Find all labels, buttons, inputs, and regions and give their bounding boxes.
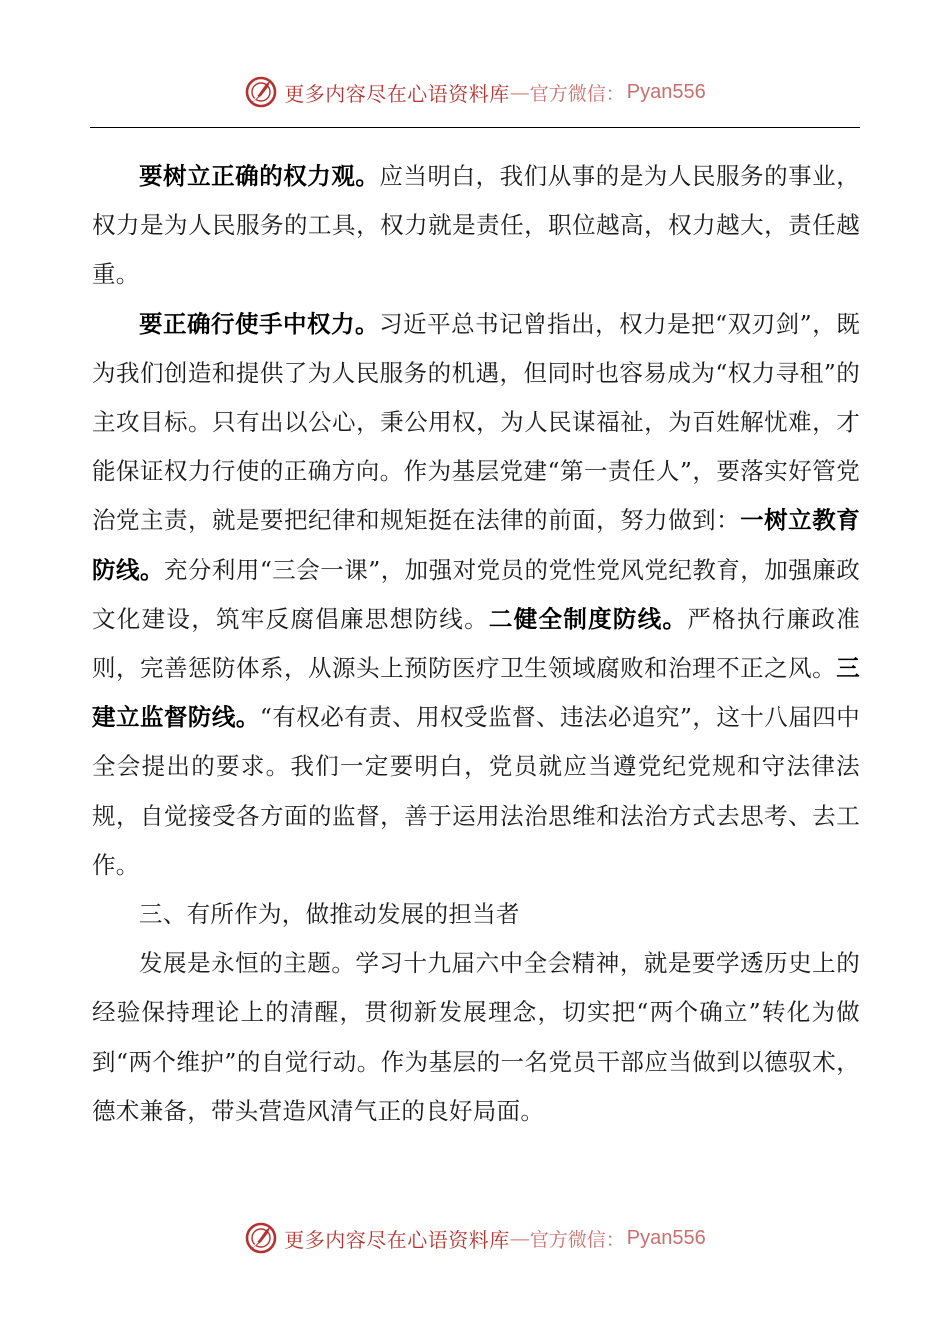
document-body	[92, 152, 860, 1136]
footer-banner	[0, 1218, 950, 1258]
footer-wechat-id: Pyan556	[626, 1226, 706, 1249]
paragraph-development: 发展是永恒的主题。学习十九届六中全会精神，就是要学透历史上的经验保持理论上的清醒，贯彻新发展理念，切实把“两个确立”转化为做到“两个维护”的自觉行动。作为基层的一名党员干部应当做到以德驭术，德术兼备，带头营造风清气正的良好局面。	[92, 949, 860, 1125]
xinyu-logo-icon	[244, 1221, 278, 1255]
header-wechat-label: 官方微信：	[529, 82, 625, 105]
footer-separator: —	[509, 1226, 530, 1250]
paragraph-text: 充分利用“三会一课”，加强对党员的党性党风党纪教育，加强廉政文化建设，筑牢反腐倡廉思想防线。	[92, 555, 860, 633]
footer-promo-text: 更多内容尽在心语资料库	[284, 1227, 510, 1252]
defense-line-supervision: 三建立监督防线。	[92, 654, 860, 732]
header-divider	[90, 127, 860, 128]
header-banner	[0, 72, 950, 112]
paragraph-lead-exercise-power: 要正确行使手中权力。	[139, 309, 380, 338]
paragraph-text: 严格执行廉政准则，完善惩防体系，从源头上预防医疗卫生领域腐败和治理不正之风。	[92, 604, 860, 683]
defense-line-system: 二健全制度防线。	[488, 604, 688, 633]
paragraph-lead-power-view: 要树立正确的权力观。	[139, 162, 380, 190]
footer-wechat-label: 官方微信：	[529, 1228, 625, 1251]
section-heading-3: 三、有所作为，做推动发展的担当者	[139, 900, 520, 929]
paragraph-exercise-power	[92, 300, 860, 890]
header-wechat-id: Pyan556	[626, 80, 706, 103]
paragraph-text: 应当明白，我们从事的是为人民服务的事业，权力是为人民服务的工具，权力就是责任，职位越高，权力越大，责任越重。	[92, 162, 861, 289]
header-promo-text: 更多内容尽在心语资料库	[284, 81, 510, 106]
defense-line-education: 一树立教育防线。	[92, 506, 860, 584]
xinyu-logo-icon	[244, 75, 278, 109]
paragraph-text: 习近平总书记曾指出，权力是把“双刃剑”，既为我们创造和提供了为人民服务的机遇，但同时也容易成为“权力寻租”的主攻目标。只有出以公心，秉公用权，为人民谋福祉，为百姓解忧难，才能保证权力行使的正确方向。作为基层党建“第一责任人”，要落实好管党治党主责，就是要把纪律和规矩挺在法律的前面，努力做到：	[92, 309, 861, 535]
header-separator: —	[509, 80, 530, 104]
paragraph-power-view	[92, 152, 860, 300]
paragraph-text: “有权必有责、用权受监督、违法必追究”，这十八届四中全会提出的要求。我们一定要明白，党员就应当遵党纪党规和守法律法规，自觉接受各方面的监督，善于运用法治思维和法治方式去思考、去工作。	[92, 703, 861, 879]
